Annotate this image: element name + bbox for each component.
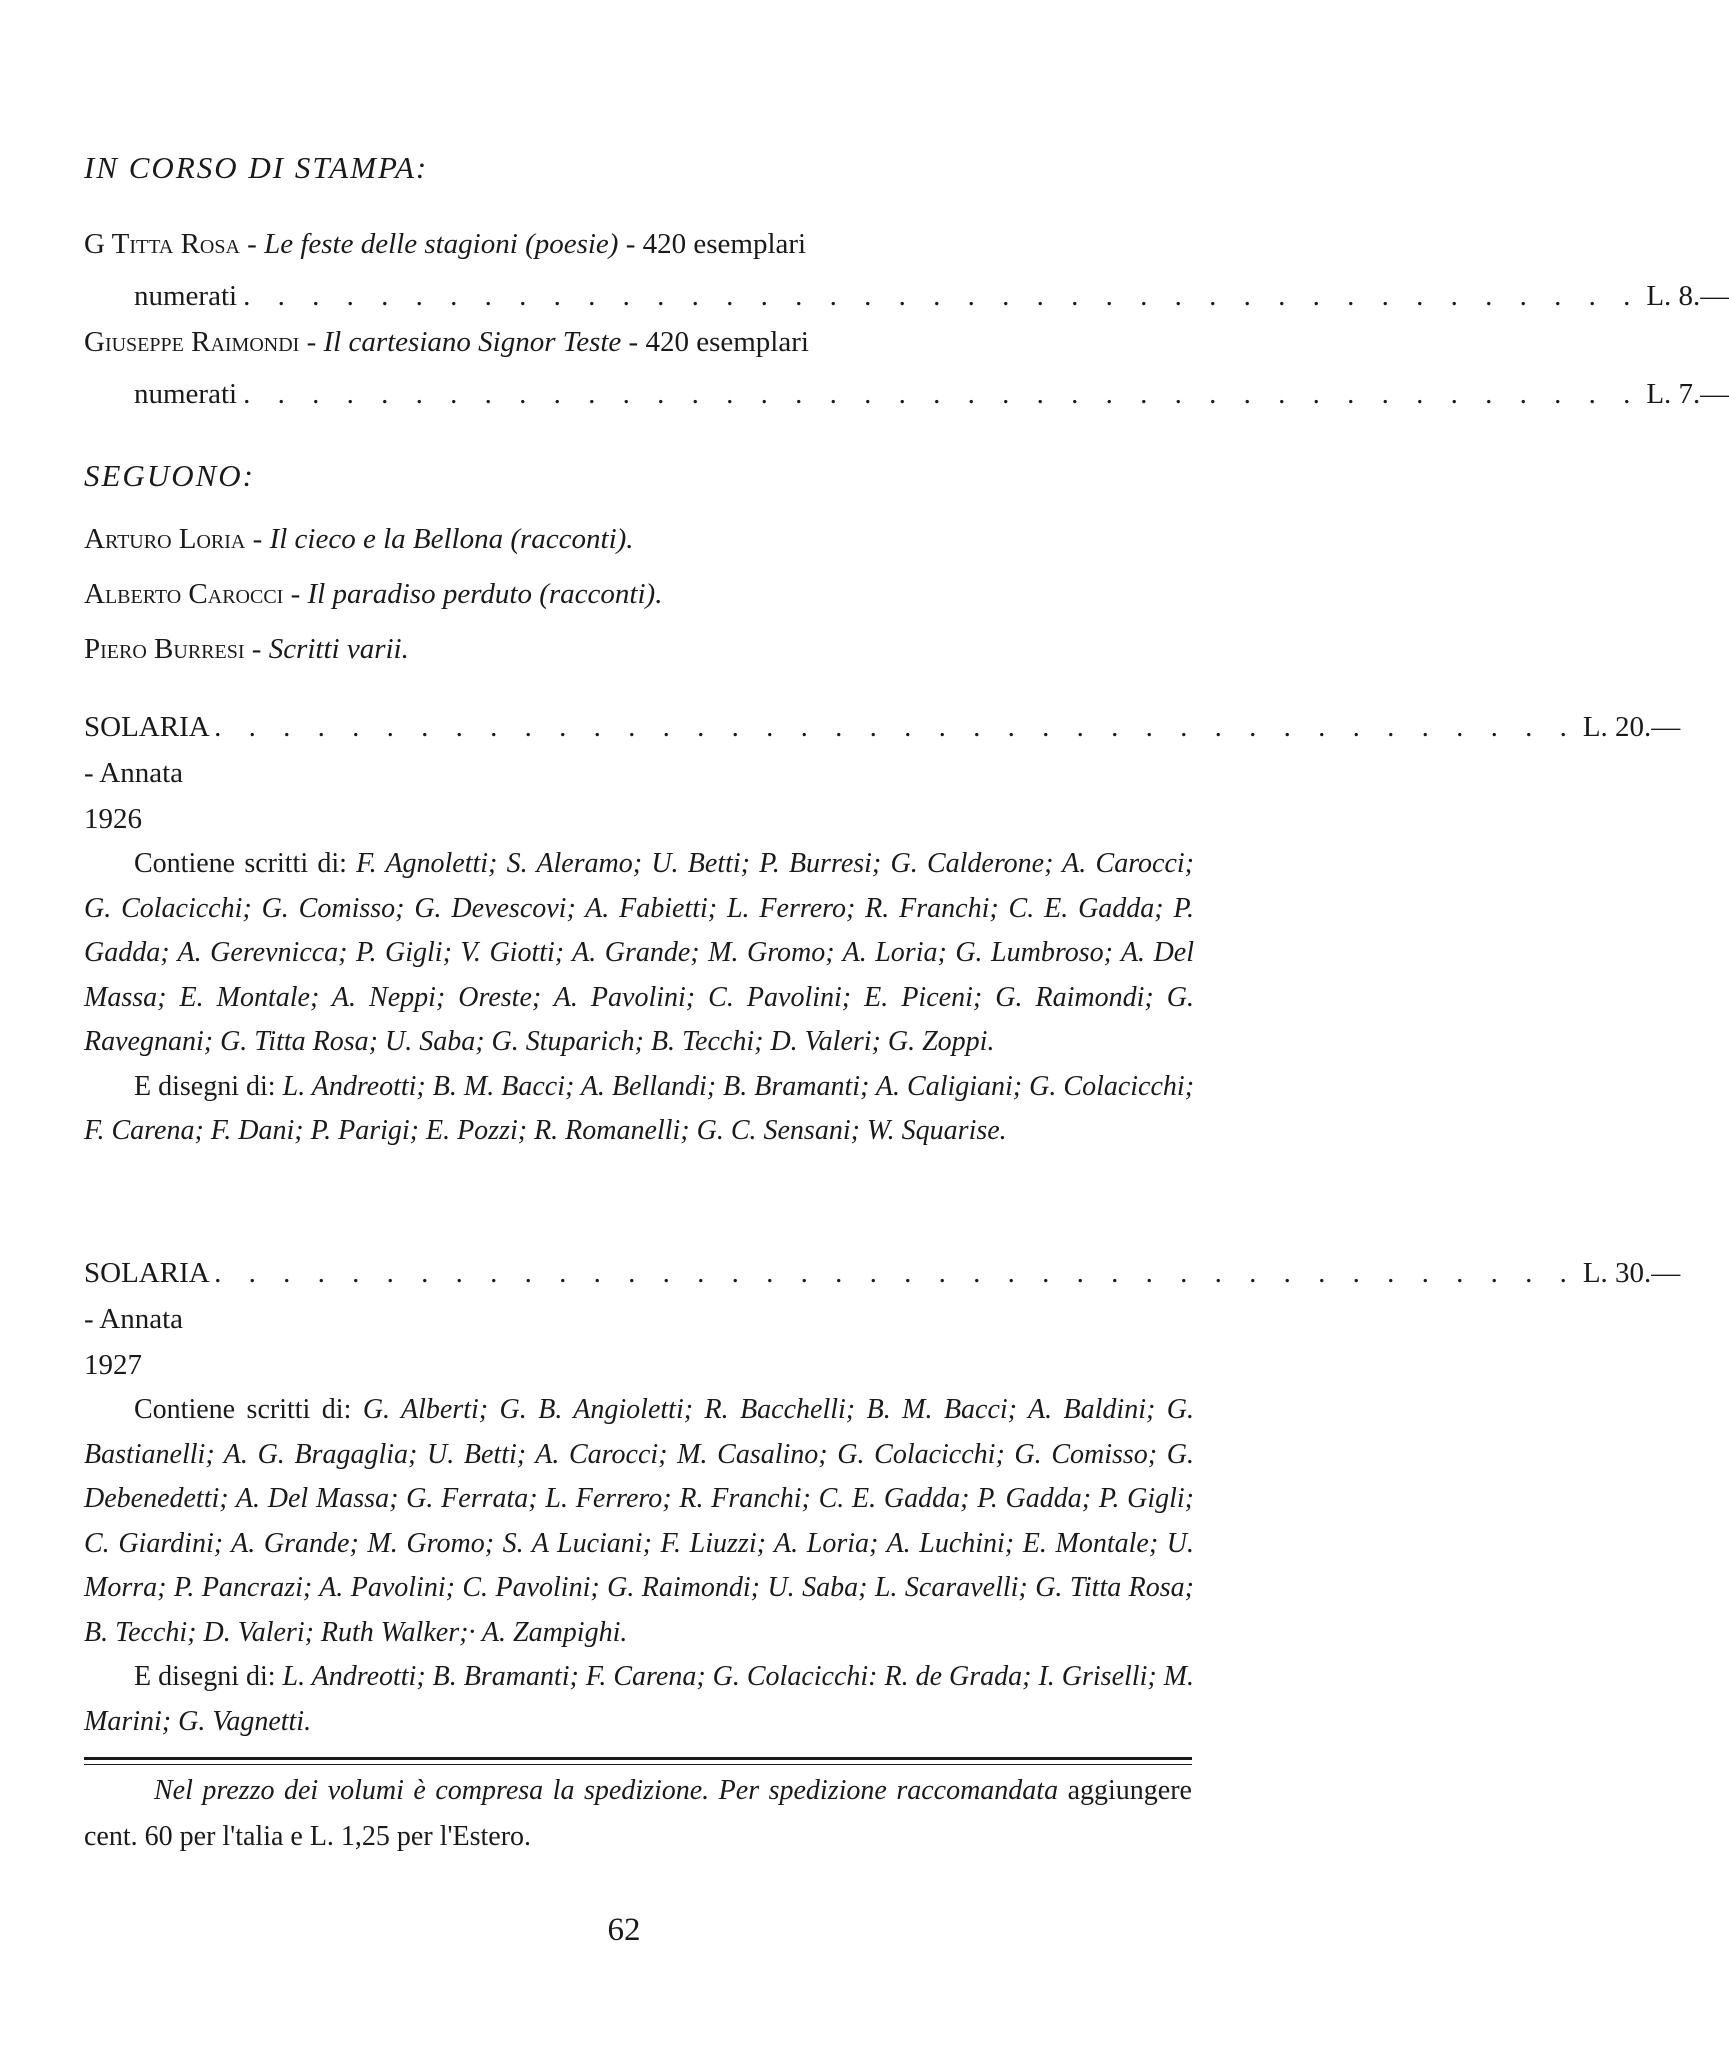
entry-title: Il cartesiano Signor Teste — [323, 326, 622, 358]
drawings-label: E disegni di: — [134, 1070, 276, 1102]
drawings-paragraph — [84, 1065, 1194, 1154]
solaria-1927-section — [84, 1250, 1681, 1744]
dot-leader: . . . . . . . . . . . . . . . . . . . . . . . . . . . . . . . . . . . . . . . . . — [243, 280, 1641, 312]
divider-thin — [84, 1764, 1192, 1765]
entry-numbering: numerati — [134, 280, 238, 312]
solaria-1926-section — [84, 704, 1681, 1154]
entry-price: L. 8.— — [1646, 280, 1729, 312]
entry-separator: - — [299, 326, 324, 358]
entry-genre: (racconti). — [539, 578, 663, 610]
entry-numbering: numerati — [134, 378, 238, 410]
entry-separator: - — [283, 578, 308, 610]
entry-edition: - 420 esemplari — [621, 326, 809, 358]
drawings-list: L. Andreotti; B. Bramanti; F. Carena; G. Colacicchi: R. de Grada; I. Griselli; M. Marini; G. Vagnetti. — [84, 1661, 1194, 1737]
page-number: 62 — [607, 1912, 641, 1948]
seguono-heading: SEGUONO: — [84, 458, 255, 493]
entry-title: Il paradiso perduto — [307, 578, 532, 610]
entry-author: Piero Burresi — [84, 633, 245, 665]
upcoming-entry — [84, 578, 662, 611]
section-price: L. 20.— — [1582, 711, 1681, 743]
divider-thick — [84, 1757, 1192, 1760]
entry-genre: (poesie) — [525, 228, 619, 260]
writers-paragraph — [84, 842, 1194, 1065]
upcoming-entry — [84, 523, 634, 556]
dot-leader: . . . . . . . . . . . . . . . . . . . . . . . . . . . . . . . . . . . . . . . . . — [243, 378, 1641, 410]
note-text: Nel prezzo dei volumi è compresa la spedizione. Per spedizione — [154, 1775, 897, 1806]
writers-label: Contiene scritti di: — [134, 1394, 352, 1425]
writers-list: G. Alberti; G. B. Angioletti; R. Bacchelli; B. M. Bacci; A. Baldini; G. Bastianelli; A. G. Bragaglia; U. Betti; A. Carocci; M. Casalino; G. Colacicchi; G. Comisso; G. Debenedetti; A. Del Massa; G. Ferrata; L. Ferrero; R. Franchi; C. E. Gadda; P. Gadda; P. Gigli; C. Giardini; A. Grande; M. Gromo; S. A Luciani; F. Liuzzi; A. Loria; A. Luchini; E. Montale; U. Morra; P. Pancrazi; A. Pavolini; C. Pavolini; G. Raimondi; U. Saba; L. Scaravelli; G. Titta Rosa; B. Tecchi; D. Valeri; Ruth Walker;· A. Zampighi. — [84, 1394, 1194, 1648]
entry-title: Scritti varii. — [268, 633, 409, 665]
entry-separator: - — [245, 523, 270, 555]
drawings-label: E disegni di: — [134, 1661, 276, 1692]
entry-author: Arturo Loria — [84, 523, 246, 555]
shipping-note — [84, 1768, 1192, 1860]
note-emphasis: raccomandata — [896, 1775, 1059, 1806]
drawings-paragraph — [84, 1655, 1194, 1744]
dot-leader: . . . . . . . . . . . . . . . . . . . . . . . . . . . . . . . . . . . . . . . . — [214, 711, 1577, 743]
section-price: L. 30.— — [1582, 1257, 1681, 1289]
section-title: SOLARIA - Annata 1927 — [84, 1257, 209, 1381]
entry-separator: - — [244, 633, 269, 665]
drawings-list: L. Andreotti; B. M. Bacci; A. Bellandi; B. Bramanti; A. Caligiani; G. Colacicchi; F. Carena; F. Dani; P. Parigi; E. Pozzi; R. Romanelli; G. C. Sensani; W. Squarise. — [84, 1070, 1195, 1146]
entry-author: Giuseppe Raimondi — [84, 326, 300, 358]
dot-leader: . . . . . . . . . . . . . . . . . . . . . . . . . . . . . . . . . . . . . . . . — [214, 1257, 1577, 1289]
entry-author: G Titta Rosa — [84, 228, 240, 260]
writers-label: Contiene scritti di: — [134, 848, 347, 879]
forthcoming-entry — [84, 316, 1729, 420]
entry-title: Il cieco e la Bellona — [269, 523, 504, 555]
entry-author: Alberto Carocci — [84, 578, 284, 610]
entry-edition: - 420 esemplari — [618, 228, 807, 260]
writers-list: F. Agnoletti; S. Aleramo; U. Betti; P. Burresi; G. Calderone; A. Carocci; G. Colacicchi; G. Comisso; G. Devescovi; A. Fabietti; L. Ferrero; R. Franchi; C. E. Gadda; P. Gadda; A. Gerevnicca; P. Gigli; V. Giotti; A. Grande; M. Gromo; A. Loria; G. Lumbroso; A. Del Massa; E. Montale; A. Neppi; Oreste; A. Pavolini; C. Pavolini; E. Piceni; G. Raimondi; G. Ravegnani; G. Titta Rosa; U. Saba; G. Stuparich; B. Tecchi; D. Valeri; G. Zoppi. — [84, 848, 1195, 1057]
entry-separator: - — [239, 228, 265, 260]
writers-paragraph — [84, 1388, 1194, 1655]
upcoming-entry — [84, 633, 409, 666]
section-title: SOLARIA - Annata 1926 — [84, 711, 209, 835]
entry-genre: (racconti). — [510, 523, 634, 555]
entry-price: L. 7.— — [1646, 378, 1729, 410]
forthcoming-entry — [84, 218, 1729, 322]
in-corso-heading: IN CORSO DI STAMPA: — [84, 150, 429, 185]
entry-title: Le feste delle stagioni — [264, 228, 518, 260]
note-text-end: aggiungere cent. 60 per l'talia e L. 1,25 per l'Estero. — [84, 1775, 1192, 1852]
